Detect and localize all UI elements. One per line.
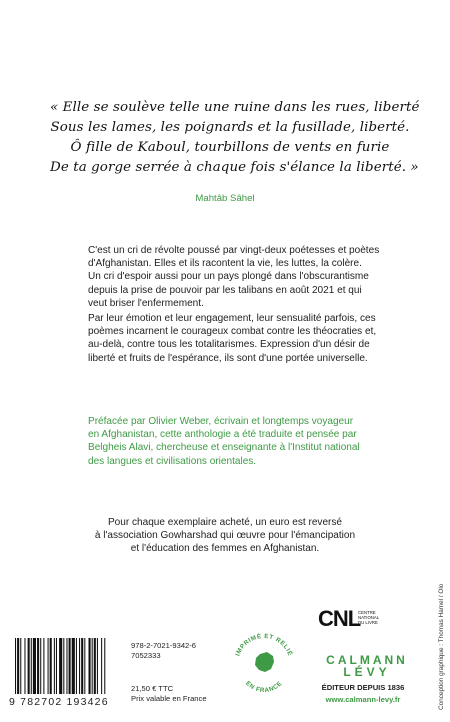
text-line: veut briser l'enfermement. bbox=[88, 297, 204, 309]
publisher-name-line1: CALMANN bbox=[326, 653, 408, 667]
text-line: des langues et civilisations orientales. bbox=[88, 455, 257, 467]
text-line: poèmes incarnent le courageux combat contre les théocraties et, bbox=[88, 326, 377, 338]
paragraph-preface bbox=[88, 415, 398, 468]
badge-text-bottom: EN FRANCE bbox=[244, 679, 284, 695]
text-line: Pour chaque exemplaire acheté, un euro est reversé bbox=[107, 517, 342, 528]
publisher-website: www.calmann-levy.fr bbox=[325, 695, 401, 704]
poem-line: Sous les lames, les poignards et la fusillade, liberté. bbox=[50, 120, 410, 135]
text-line: Belgheis Alavi, chercheuse et enseignante à l'Institut national bbox=[88, 442, 360, 454]
poem-quote bbox=[50, 98, 420, 178]
cnl-letters: CNL bbox=[318, 606, 361, 631]
text-line: Par leur émotion et leur engagement, leur sensualité parfois, ces bbox=[88, 313, 376, 324]
svg-text:EN FRANCE bbox=[244, 680, 284, 694]
text-line: au-delà, contre tous les totalitarismes. Expression d'un désir de bbox=[88, 339, 370, 351]
paragraph-intro bbox=[88, 244, 398, 310]
publisher-logo bbox=[317, 654, 417, 678]
paragraph-engagement bbox=[88, 312, 398, 365]
printed-in-france-badge bbox=[230, 624, 298, 704]
poem-line: « Elle se soulève telle une ruine dans les rues, liberté bbox=[50, 100, 420, 115]
donation-note bbox=[0, 516, 450, 556]
text-line: en Afghanistan, cette anthologie a été traduite et pensée par bbox=[88, 429, 357, 441]
isbn-line: 7052333 bbox=[131, 651, 161, 660]
isbn bbox=[131, 641, 196, 661]
cnl-label-line: DU LIVRE bbox=[358, 620, 378, 626]
poem-line: Ô fille de Kaboul, tourbillons de vents en furie bbox=[70, 140, 390, 155]
text-line: depuis la prise de pouvoir par les talibans en août 2021 et qui bbox=[88, 284, 362, 296]
price-note: Prix valable en France bbox=[131, 694, 207, 703]
text-line: à l'association Gowharshad qui œuvre pour l'émancipation bbox=[94, 530, 356, 542]
text-line: et l'éducation des femmes en Afghanistan. bbox=[130, 543, 320, 555]
poem-author: Mahtâb Sâhel bbox=[195, 193, 255, 204]
cnl-logo bbox=[318, 608, 408, 630]
barcode-number: 9 782702 193426 bbox=[9, 696, 109, 708]
cnl-label bbox=[358, 610, 379, 626]
cnl-label-line: NATIONAL bbox=[358, 615, 380, 621]
text-line: C'est un cri de révolte poussé par vingt-deux poétesses et poètes bbox=[88, 245, 380, 256]
cnl-label-line: CENTRE bbox=[358, 610, 376, 615]
price-value: 21,50 € TTC bbox=[131, 684, 174, 693]
publisher-name-line2: LÉVY bbox=[343, 665, 391, 679]
publisher-tagline: ÉDITEUR DEPUIS 1836 bbox=[321, 683, 405, 692]
design-credit: Conception graphique : Thomas Hamel / Olo bbox=[438, 583, 445, 710]
poem-line: De ta gorge serrée à chaque fois s'élance la liberté. » bbox=[50, 160, 419, 175]
france-map-icon bbox=[255, 652, 274, 672]
price bbox=[131, 684, 207, 704]
text-line: Préfacée par Olivier Weber, écrivain et longtemps voyageur bbox=[88, 416, 354, 427]
isbn-line: 978-2-7021-9342-6 bbox=[131, 641, 197, 650]
text-line: liberté et fruits de l'espérance, ils sont d'une portée universelle. bbox=[88, 352, 368, 364]
badge-text-top: IMPRIMÉ ET RELIÉ bbox=[234, 632, 294, 658]
text-line: d'Afghanistan. Elles et ils racontent la vie, les luttes, la colère. bbox=[88, 258, 362, 270]
text-line: Un cri d'espoir aussi pour un pays plongé dans l'obscurantisme bbox=[88, 271, 369, 283]
